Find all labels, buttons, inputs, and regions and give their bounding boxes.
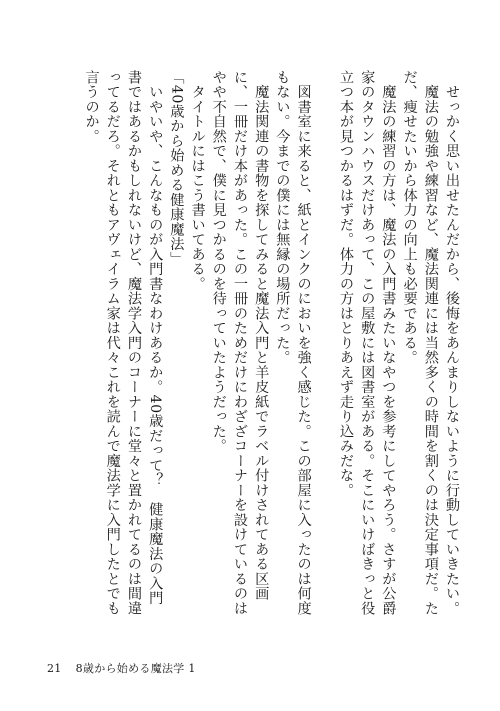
paragraph: 魔法関連の書物を探してみると魔法入門と羊皮紙でラベル付けされてある区画に、一冊だけ本があった。この一冊のためだけにわざざコーナーを設けているのはやや不自然で、僕に見つかるのを待っていたようだった。 [210, 70, 270, 616]
paragraph-blank [314, 70, 335, 84]
paragraph: タイトルにはこう書いてある。 [189, 70, 206, 292]
page-number: 21 [47, 662, 62, 675]
paragraph: 魔法の勉強や練習など、魔法関連には当然多くの時間を割くのは決定事項だ。ただ、痩せたいから体力の向上も必要である。 [401, 70, 439, 616]
running-title: 8歳から始める魔法学 1 [75, 662, 196, 675]
body-text [38, 70, 462, 618]
paragraph: 魔法の練習の方は、魔法の入門書みたいなやつを参考にしてやろう。さすが公爵家のタウンハウスだけあって、この屋敷には図書室がある。そこにいけばきっと役立つ本が見つかるはずだ。体力の方はとりあえず走り込みだな。 [337, 70, 397, 616]
paragraph: せっかく思い出せたんだから、後悔をあんまりしないように行動していきたい。 [444, 70, 460, 616]
page-footer [47, 661, 196, 677]
paragraph: 「40歳から始める健康魔法」 [168, 70, 185, 267]
paragraph: いやいや、こんなものが入門書なわけあるか。40歳だって？ 健康魔法の入門書ではあるかもしれないけど、魔法学入門のコーナーに堂々と置かれてるのは間違ってるだろ。それともアヴェイラム家は代々これを読んで魔法学に入門したとでも言うのか。 [83, 70, 164, 616]
paragraph: 図書室に来ると、紙とインクのにおいを強く感じた。この部屋に入ったのは何度もない。今までの僕には無縁の場所だった。 [274, 70, 312, 616]
